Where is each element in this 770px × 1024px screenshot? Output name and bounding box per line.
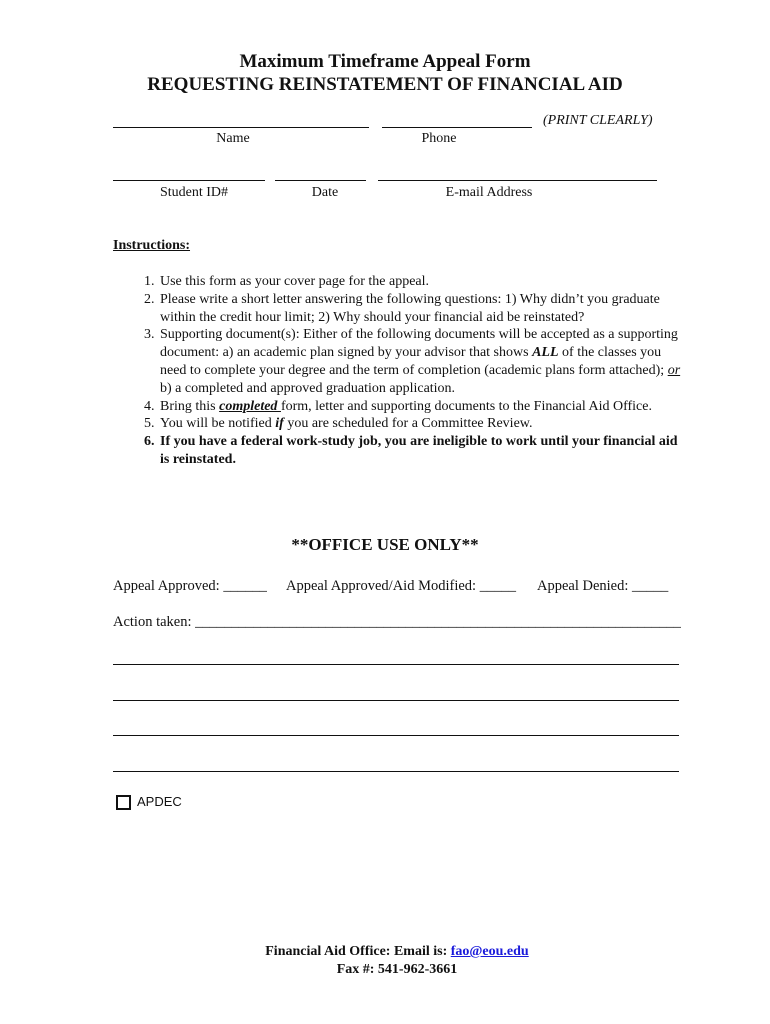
footer-fax: Fax #: 541-962-3661 [336, 962, 458, 977]
email-line[interactable] [378, 180, 657, 181]
instruction-item [158, 291, 683, 327]
instruction-text: of the classes you need to complete your degree and the term of completion (academic plans form attached); [160, 345, 668, 378]
date-label: Date [311, 185, 339, 200]
action-line[interactable] [113, 735, 679, 736]
form-subtitle: REQUESTING REINSTATEMENT OF FINANCIAL AID [147, 74, 623, 95]
action-line[interactable] [113, 771, 679, 772]
name-line[interactable] [113, 127, 369, 128]
print-clearly-note: (PRINT CLEARLY) [543, 113, 653, 128]
instruction-text: Please write a short letter answering the following questions: 1) Why didn’t you graduate within the credit hour limit; 2) Why should your financial aid be reinstated? [160, 291, 660, 325]
instruction-text: You will be notified [160, 416, 276, 432]
emphasis-or: or [667, 362, 681, 378]
appeal-approved-modified-field[interactable]: Appeal Approved/Aid Modified: _____ [286, 578, 516, 594]
instruction-text: form, letter and supporting documents to the Financial Aid Office. [280, 398, 652, 414]
instruction-item [158, 398, 683, 416]
appeal-denied-field[interactable]: Appeal Denied: _____ [537, 578, 669, 594]
instruction-text: you are scheduled for a Committee Review. [283, 416, 533, 432]
instruction-text: Supporting document(s): Either of the following documents will be accepted as a supporting document: a) an academic plan signed by your advisor that shows [160, 327, 678, 361]
action-line[interactable] [113, 664, 679, 665]
student-id-line[interactable] [113, 180, 265, 181]
date-line[interactable] [275, 180, 366, 181]
instruction-text: Use this form as your cover page for the appeal. [160, 274, 430, 289]
instruction-item [158, 273, 683, 291]
emphasis-all: ALL [532, 345, 559, 361]
footer-email-line [0, 943, 770, 961]
instruction-item [158, 415, 683, 433]
phone-label: Phone [421, 131, 457, 146]
instruction-text: If you have a federal work-study job, you are ineligible to work until your financial aid is reinstated. [160, 434, 678, 467]
instruction-item [158, 326, 683, 397]
emphasis-if: if [275, 416, 284, 432]
footer-email-label: Financial Aid Office: Email is: [265, 944, 451, 959]
emphasis-completed: completed [219, 398, 281, 414]
instruction-item [158, 433, 683, 469]
instructions-list [113, 273, 683, 469]
student-id-label: Student ID# [159, 185, 229, 200]
instructions-heading: Instructions: [113, 238, 191, 253]
instruction-text: b) a completed and approved graduation application. [160, 380, 456, 396]
action-taken-field[interactable]: Action taken: ___________________________________________________________________ [113, 614, 681, 630]
action-line[interactable] [113, 700, 679, 701]
office-use-heading: **OFFICE USE ONLY** [291, 535, 479, 554]
apdec-checkbox[interactable] [116, 795, 131, 810]
form-title: Maximum Timeframe Appeal Form [239, 51, 531, 72]
phone-line[interactable] [382, 127, 532, 128]
apdec-label: APDEC [137, 794, 182, 809]
name-label: Name [216, 131, 250, 146]
appeal-approved-field[interactable]: Appeal Approved: ______ [113, 578, 267, 594]
email-label: E-mail Address [445, 185, 533, 200]
email-link[interactable]: fao@eou.edu [450, 944, 529, 959]
instruction-text: Bring this [160, 398, 220, 414]
